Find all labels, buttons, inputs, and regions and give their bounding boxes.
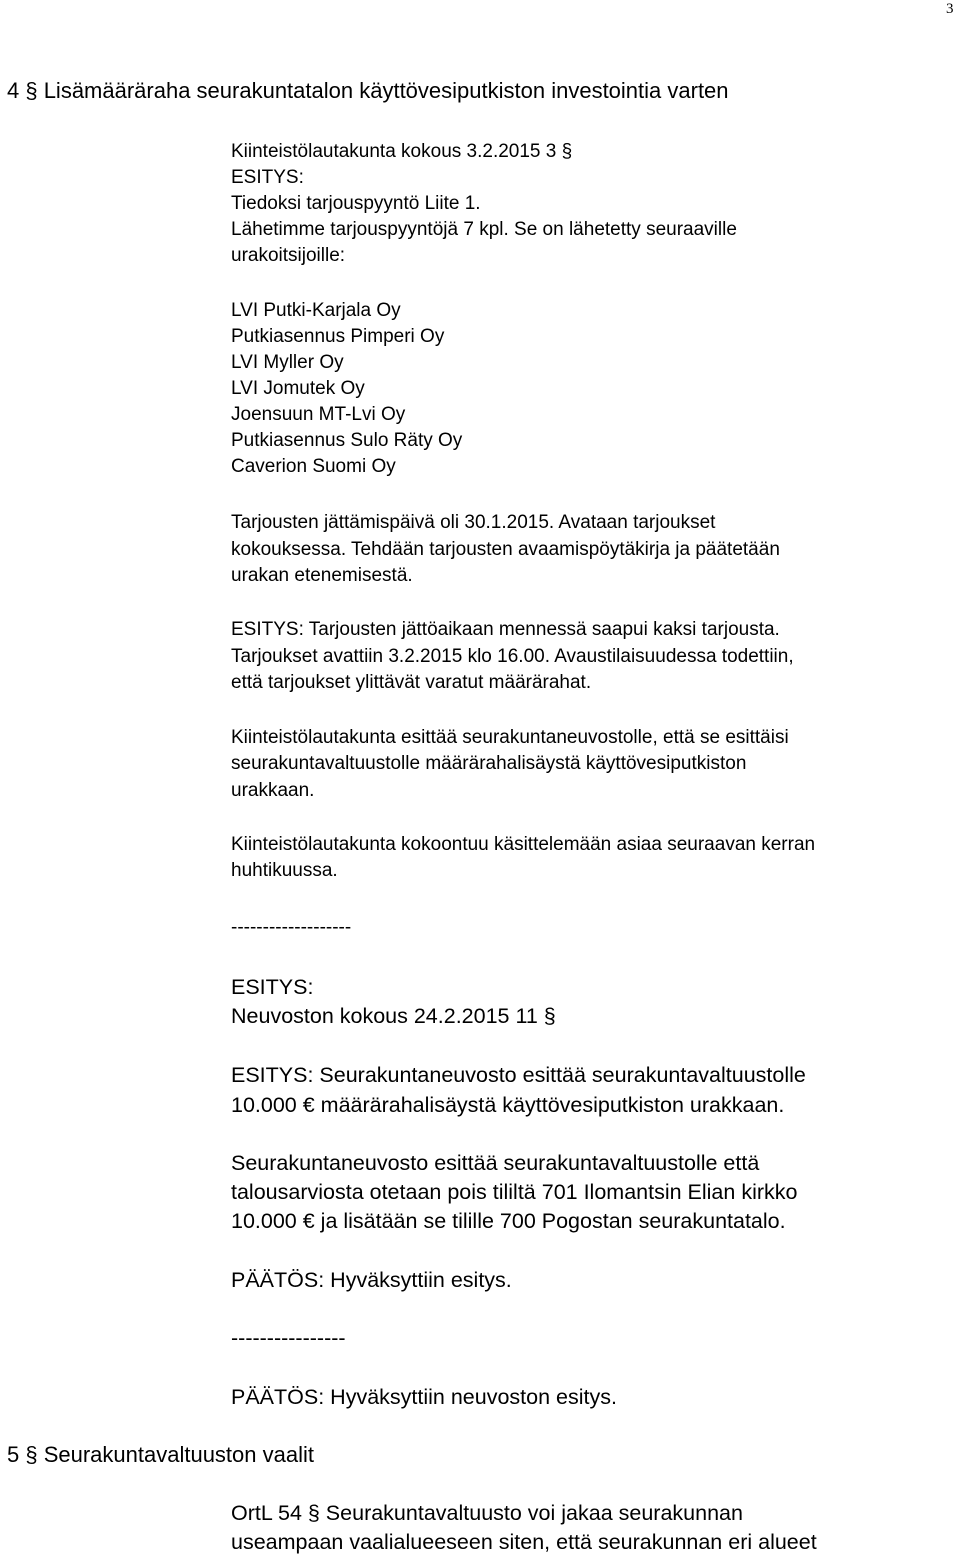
section-5-heading: 5 § Seurakuntavaltuuston vaalit bbox=[7, 1442, 314, 1467]
contractor-item: Putkiasennus Sulo Räty Oy bbox=[231, 430, 463, 451]
board-line: urakkaan. bbox=[231, 780, 315, 801]
contractor-item: LVI Putki-Karjala Oy bbox=[231, 300, 401, 321]
kiinteistolautakunta-meeting: Kiinteistölautakunta kokous 3.2.2015 3 § bbox=[231, 141, 573, 162]
contractor-item: LVI Myller Oy bbox=[231, 352, 344, 373]
next-meeting-line: Kiinteistölautakunta kokoontuu käsittelemään asiaa seuraavan kerran bbox=[231, 834, 816, 855]
deadline-line: kokouksessa. Tehdään tarjousten avaamispöytäkirja ja päätetään bbox=[231, 539, 780, 560]
proposal-line: ESITYS: Tarjousten jättöaikaan mennessä saapui kaksi tarjousta. bbox=[231, 619, 780, 640]
contractor-item: Caverion Suomi Oy bbox=[231, 456, 396, 477]
contractor-item: LVI Jomutek Oy bbox=[231, 378, 365, 399]
neuvosto-meeting: Neuvoston kokous 24.2.2015 11 § bbox=[231, 1004, 556, 1028]
contractor-item: Putkiasennus Pimperi Oy bbox=[231, 326, 445, 347]
valtuusto-decision: PÄÄTÖS: Hyväksyttiin neuvoston esitys. bbox=[231, 1385, 617, 1409]
neuvosto-budget-line: talousarviosta otetaan pois tililtä 701 Ilomantsin Elian kirkko bbox=[231, 1180, 798, 1204]
neuvosto-proposal-line: 10.000 € määrärahalisäystä käyttövesiputkiston urakkaan. bbox=[231, 1093, 785, 1117]
board-line: seurakuntavaltuustolle määrärahalisäystä käyttövesiputkiston bbox=[231, 753, 747, 774]
page-number: 3 bbox=[946, 1, 954, 17]
sent-line: urakoitsijoille: bbox=[231, 245, 346, 266]
contractor-item: Joensuun MT-Lvi Oy bbox=[231, 404, 406, 425]
section-4-heading: 4 § Lisämääräraha seurakuntatalon käyttövesiputkiston investointia varten bbox=[7, 78, 729, 103]
proposal-line: Tarjoukset avattiin 3.2.2015 klo 16.00. Avaustilaisuudessa todettiin, bbox=[231, 646, 794, 667]
proposal-line: että tarjoukset ylittävät varatut määrärahat. bbox=[231, 672, 592, 693]
separator: ------------------- bbox=[231, 917, 352, 938]
deadline-line: urakan etenemisestä. bbox=[231, 565, 413, 586]
board-line: Kiinteistölautakunta esittää seurakuntaneuvostolle, että se esittäisi bbox=[231, 727, 789, 748]
neuvosto-budget-line: 10.000 € ja lisätään se tilille 700 Pogostan seurakuntatalo. bbox=[231, 1209, 786, 1233]
separator: ---------------- bbox=[231, 1326, 346, 1350]
esitys-label: ESITYS: bbox=[231, 167, 304, 188]
next-meeting-line: huhtikuussa. bbox=[231, 860, 338, 881]
neuvosto-budget-line: Seurakuntaneuvosto esittää seurakuntavaltuustolle että bbox=[231, 1151, 760, 1175]
ortl-line: useampaan vaalialueeseen siten, että seurakunnan eri alueet bbox=[231, 1530, 817, 1554]
neuvosto-decision: PÄÄTÖS: Hyväksyttiin esitys. bbox=[231, 1268, 512, 1292]
sent-line: Lähetimme tarjouspyyntöjä 7 kpl. Se on lähetetty seuraaville bbox=[231, 219, 737, 240]
deadline-line: Tarjousten jättämispäivä oli 30.1.2015. Avataan tarjoukset bbox=[231, 512, 716, 533]
neuvosto-esitys-label: ESITYS: bbox=[231, 975, 314, 999]
info-line: Tiedoksi tarjouspyyntö Liite 1. bbox=[231, 193, 481, 214]
ortl-line: OrtL 54 § Seurakuntavaltuusto voi jakaa seurakunnan bbox=[231, 1501, 743, 1525]
neuvosto-proposal-line: ESITYS: Seurakuntaneuvosto esittää seurakuntavaltuustolle bbox=[231, 1063, 806, 1087]
